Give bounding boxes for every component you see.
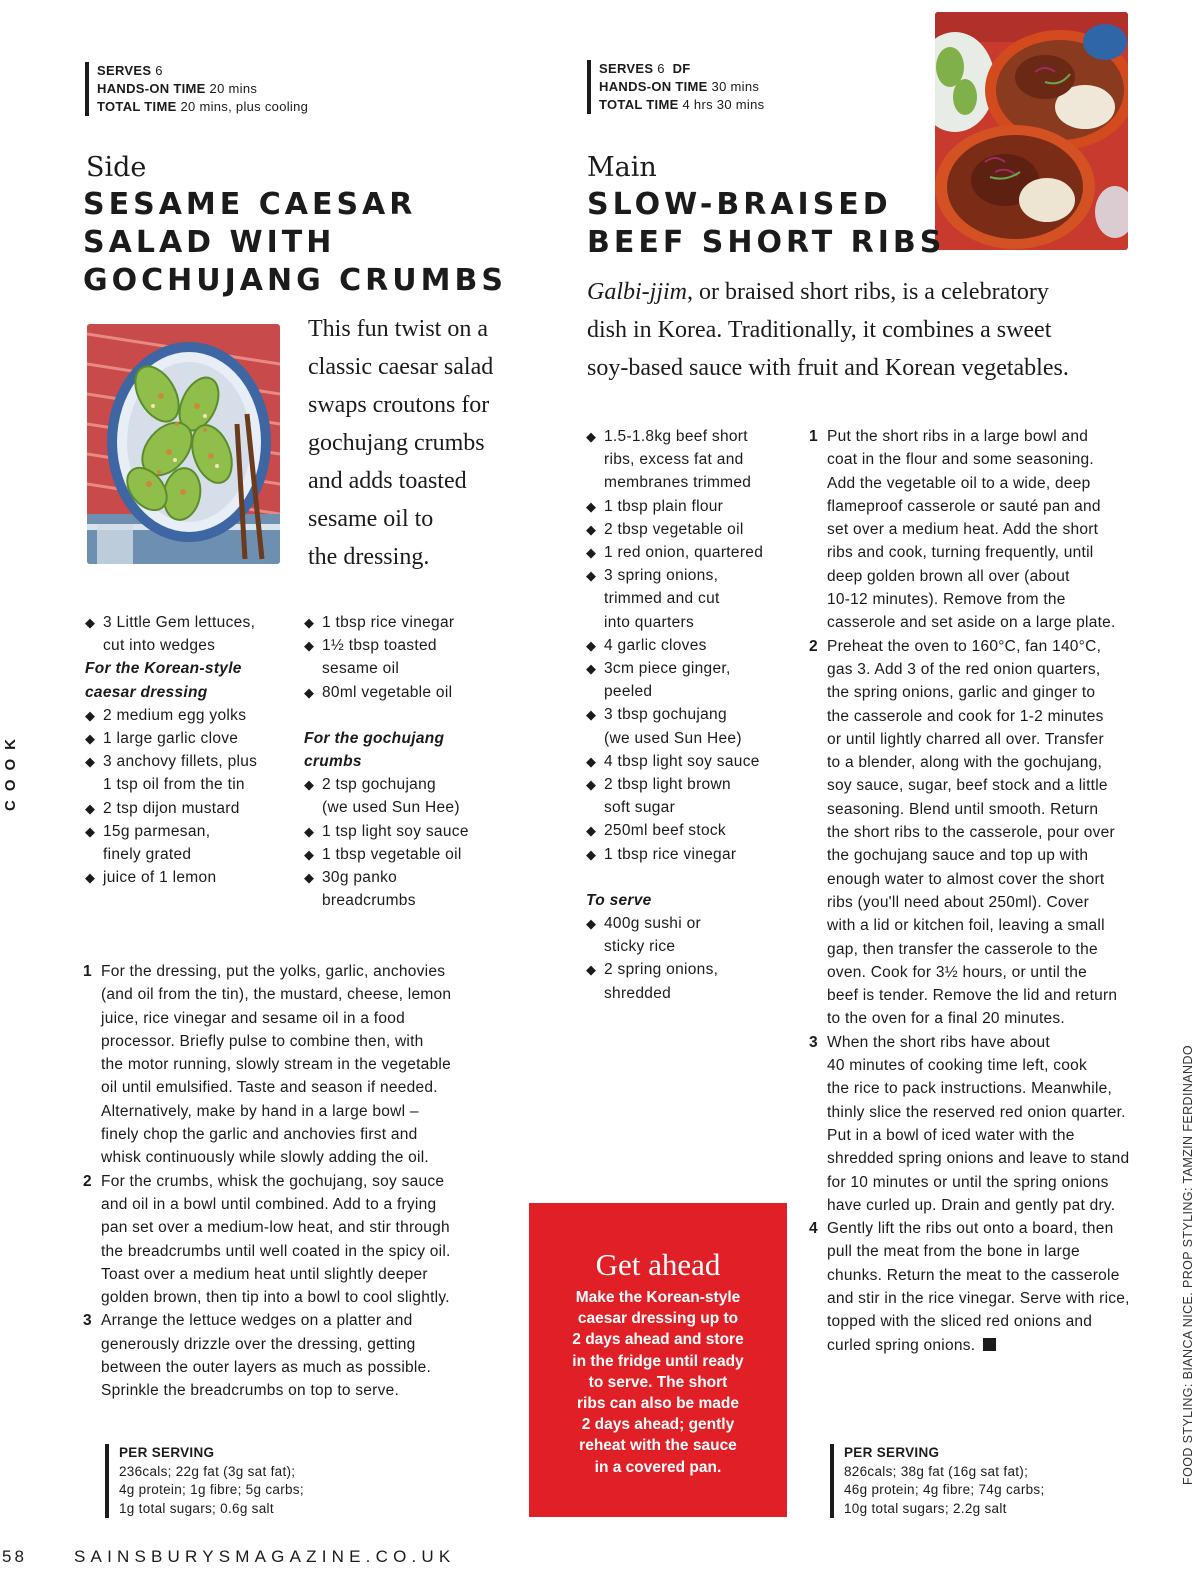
step-text-line: Arrange the lettuce wedges on a platter and <box>101 1312 413 1330</box>
side-intro-line: classic caesar salad <box>308 354 494 380</box>
method-step <box>83 960 523 1170</box>
get-ahead-line: Make the Korean-style <box>575 1289 741 1306</box>
nutrition-label: PER SERVING <box>119 1445 215 1460</box>
get-ahead-line: in the fridge until ready <box>572 1352 744 1370</box>
get-ahead-line: 2 days ahead and store <box>572 1331 744 1349</box>
step-number: 1 <box>83 963 92 980</box>
step-text-line: flameproof casserole or sauté pan and <box>827 497 1101 515</box>
main-intro-dish-name: Galbi-jjim <box>587 279 687 305</box>
ingredient-item: ◆ 250ml beef stock <box>586 819 796 842</box>
main-intro <box>587 273 1147 387</box>
ingredient-item: ◆ 1.5-1.8kg beef short <box>586 425 796 448</box>
ingredient-item: ◆ 1 large garlic clove <box>85 727 295 750</box>
get-ahead-line: to serve. The short <box>588 1373 728 1391</box>
caesar-salad-photo <box>87 324 280 564</box>
hands-on-label: HANDS-ON TIME <box>599 79 708 94</box>
main-intro-line: , or braised short ribs, is a celebratory <box>687 279 1049 305</box>
step-text-line: set over a medium heat. Add the short <box>827 521 1099 539</box>
get-ahead-line: 2 days ahead; gently <box>581 1416 735 1434</box>
nutrition-line: 46g protein; 4g fibre; 74g carbs; <box>844 1482 1045 1497</box>
ingredient-continuation: trimmed and cut <box>604 590 720 608</box>
main-nutrition <box>830 1444 1045 1518</box>
step-number: 4 <box>809 1220 818 1238</box>
ingredient-item: ◆ 15g parmesan, <box>85 820 295 843</box>
step-text-line: ribs (you'll need about 250ml). Cover <box>827 893 1090 911</box>
step-text-line: ribs and cook, turning frequently, until <box>827 544 1094 562</box>
nutrition-line: 826cals; 38g fat (16g sat fat); <box>844 1463 1029 1479</box>
ingredient-subheading: caesar dressing <box>85 683 208 701</box>
side-intro-line: and adds toasted <box>308 468 467 494</box>
get-ahead-box <box>529 1203 787 1517</box>
step-text-line: or until lightly charred all over. Transfer <box>827 730 1104 748</box>
step-text-line: pan set over a medium-low heat, and stir through <box>101 1219 450 1237</box>
ingredient-item: ◆ 1 tsp light soy sauce <box>304 820 514 843</box>
step-text-line: and stir in the rice vinegar. Serve with rice, <box>827 1289 1130 1307</box>
step-text-line: topped with the sliced red onions and <box>827 1313 1093 1331</box>
step-text-line: golden brown, then tip into a bowl to cool slightly. <box>101 1289 450 1307</box>
get-ahead-line: caesar dressing up to <box>577 1310 739 1328</box>
step-text-line: For the dressing, put the yolks, garlic, anchovies <box>101 963 446 980</box>
ingredient-item: ◆ juice of 1 lemon <box>85 866 295 889</box>
main-recipe-info <box>587 60 764 114</box>
step-text-line: to the oven for a final 20 minutes. <box>827 1010 1065 1028</box>
nutrition-line: 236cals; 22g fat (3g sat fat); <box>119 1463 296 1479</box>
step-text-line: the spring onions, garlic and ginger to <box>827 684 1096 702</box>
ingredient-item: ◆ 3cm piece ginger, <box>586 657 796 680</box>
ingredient-continuation: shredded <box>604 984 672 1002</box>
step-number: 2 <box>809 637 818 655</box>
short-ribs-photo <box>935 12 1128 250</box>
step-text-line: whisk continuously while slowly adding the oil. <box>101 1149 429 1167</box>
side-title-line: GOCHUJANG CRUMBS <box>83 263 507 298</box>
step-text-line: 40 minutes of cooking time left, cook <box>827 1057 1087 1075</box>
step-text-line: chunks. Return the meat to the casserole <box>827 1266 1120 1284</box>
step-text-line: Put in a bowl of iced water with the <box>827 1126 1075 1144</box>
step-text-line: the rice to pack instructions. Meanwhile, <box>827 1080 1113 1098</box>
page-number: 58 <box>2 1547 27 1566</box>
step-text-line: finely chop the garlic and anchovies first and <box>101 1126 418 1144</box>
side-intro-line: the dressing. <box>308 544 430 570</box>
ingredient-continuation: sticky rice <box>604 938 676 956</box>
ingredient-continuation: membranes trimmed <box>604 474 752 492</box>
step-text-line: generously drizzle over the dressing, getting <box>101 1335 416 1353</box>
ingredient-item: ◆ 3 tbsp gochujang <box>586 703 796 726</box>
ingredient-continuation: (we used Sun Hee) <box>322 799 460 817</box>
ingredient-spacer <box>304 704 514 727</box>
ingredient-item: ◆ 1 tbsp vegetable oil <box>304 843 514 866</box>
step-text-line: the casserole and cook for 1-2 minutes <box>827 707 1104 725</box>
step-text-line: When the short ribs have about <box>827 1033 1050 1051</box>
step-text-line: deep golden brown all over (about <box>827 567 1070 585</box>
step-text-line: between the outer layers as much as possible. <box>101 1359 432 1377</box>
total-time-value: 4 hrs 30 mins <box>682 97 765 112</box>
step-text-line: curled spring onions. <box>827 1334 1174 1357</box>
step-text-line: juice, rice vinegar and sesame oil in a food <box>101 1009 405 1027</box>
ingredient-subheading: To serve <box>586 891 652 909</box>
ingredient-item: ◆ 2 tbsp vegetable oil <box>586 518 796 541</box>
step-text-line: Put the short ribs in a large bowl and <box>827 428 1089 445</box>
step-number: 1 <box>809 428 818 445</box>
step-text-line: shredded spring onions and leave to stand <box>827 1150 1130 1168</box>
ingredient-item: ◆ 80ml vegetable oil <box>304 681 514 704</box>
side-intro <box>308 310 538 576</box>
nutrition-line: 10g total sugars; 2.2g salt <box>844 1500 1007 1516</box>
ingredient-continuation: peeled <box>604 683 653 701</box>
step-number: 3 <box>83 1312 92 1330</box>
ingredient-spacer <box>586 866 796 889</box>
ingredient-item: ◆ 400g sushi or <box>586 912 796 935</box>
step-text-line: enough water to almost cover the short <box>827 870 1105 888</box>
side-intro-line: sesame oil to <box>308 506 434 532</box>
main-method <box>809 425 1174 1357</box>
serves-value: 6 <box>155 63 163 78</box>
ingredient-item: ◆ 1 tbsp rice vinegar <box>586 843 796 866</box>
step-text-line: the motor running, slowly stream in the vegetable <box>101 1056 451 1074</box>
step-text-line: casserole and set aside on a large plate. <box>827 614 1116 632</box>
method-step <box>809 1217 1174 1357</box>
side-nutrition <box>105 1444 304 1518</box>
get-ahead-heading: Get ahead <box>595 1247 721 1282</box>
dairy-free-badge: DF <box>672 61 691 76</box>
step-text-line: Toast over a medium heat until slightly deeper <box>101 1265 428 1283</box>
step-text-line: coat in the flour and some seasoning. <box>827 451 1094 469</box>
step-text-line: For the crumbs, whisk the gochujang, soy sauce <box>101 1172 445 1190</box>
nutrition-line: 1g total sugars; 0.6g salt <box>119 1500 274 1516</box>
ingredient-continuation: into quarters <box>604 613 695 631</box>
hands-on-label: HANDS-ON TIME <box>97 81 206 96</box>
serves-label: SERVES <box>97 63 152 78</box>
ingredient-item: ◆ 2 tsp dijon mustard <box>85 797 295 820</box>
step-text-line: oil until emulsified. Taste and season if needed. <box>101 1079 438 1097</box>
step-text-line: (and oil from the tin), the mustard, cheese, lemon <box>101 986 452 1004</box>
ingredient-item: ◆ 3 anchovy fillets, plus <box>85 750 295 773</box>
ingredient-item: ◆ 3 spring onions, <box>586 564 796 587</box>
ingredient-item: ◆ 3 Little Gem lettuces, <box>85 611 295 634</box>
ingredient-item: ◆ 4 tbsp light soy sauce <box>586 750 796 773</box>
ingredient-item: ◆ 2 spring onions, <box>586 958 796 981</box>
main-title-line: SLOW-BRAISED <box>587 187 892 222</box>
step-number: 2 <box>83 1172 92 1190</box>
step-text-line: gap, then transfer the casserole to the <box>827 940 1098 958</box>
hands-on-value: 20 mins <box>209 81 258 96</box>
short-ribs-illustration <box>935 12 1128 250</box>
get-ahead-line: reheat with the sauce <box>579 1437 737 1455</box>
ingredient-item: ◆ 1 tbsp plain flour <box>586 495 796 518</box>
method-step <box>83 1170 523 1310</box>
main-title <box>587 186 945 262</box>
method-step <box>809 425 1174 635</box>
side-category: Side <box>86 152 147 183</box>
ingredient-subheading: crumbs <box>304 753 362 771</box>
step-text-line: Preheat the oven to 160°C, fan 140°C, <box>827 637 1102 655</box>
nutrition-line: 4g protein; 1g fibre; 5g carbs; <box>119 1482 304 1497</box>
step-text-line: thinly slice the reserved red onion quarter. <box>827 1103 1126 1121</box>
side-ingredients-col1 <box>85 611 295 889</box>
step-text-line: have curled up. Drain and gently pat dry. <box>827 1196 1116 1214</box>
step-text-line: 10-12 minutes). Remove from the <box>827 591 1066 609</box>
step-text-line: Alternatively, make by hand in a large bowl – <box>101 1102 419 1120</box>
magazine-website: SAINSBURYSMAGAZINE.CO.UK <box>74 1547 456 1566</box>
ingredient-subheading: For the Korean-style <box>85 660 242 678</box>
get-ahead-line: in a covered pan. <box>594 1458 722 1476</box>
step-text-line: with a lid or kitchen foil, leaving a small <box>827 917 1105 935</box>
main-intro-line: dish in Korea. Traditionally, it combines a sweet <box>587 317 1052 343</box>
side-intro-line: This fun twist on a <box>308 316 488 342</box>
ingredient-item: ◆ 2 medium egg yolks <box>85 704 295 727</box>
step-text-line: the gochujang sauce and top up with <box>827 847 1089 865</box>
step-text-line: oven. Cook for 3½ hours, or until the <box>827 963 1087 981</box>
ingredient-subheading: For the gochujang <box>304 729 445 747</box>
ingredient-item: ◆ 4 garlic cloves <box>586 634 796 657</box>
ingredient-item: ◆ 2 tbsp light brown <box>586 773 796 796</box>
nutrition-label: PER SERVING <box>844 1445 940 1460</box>
main-ingredients <box>586 425 796 1005</box>
step-number: 3 <box>809 1033 818 1051</box>
ingredient-continuation: cut into wedges <box>103 637 216 655</box>
ingredient-item: ◆ 1½ tbsp toasted <box>304 634 514 657</box>
total-time-label: TOTAL TIME <box>599 97 679 112</box>
step-text-line: Gently lift the ribs out onto a board, then <box>827 1220 1114 1238</box>
get-ahead-line: ribs can also be made <box>577 1395 739 1413</box>
ingredient-continuation: sesame oil <box>322 660 400 678</box>
method-step <box>809 635 1174 1031</box>
side-intro-line: gochujang crumbs <box>308 430 485 456</box>
total-time-label: TOTAL TIME <box>97 99 177 114</box>
photo-credits: FOOD STYLING: BIANCA NICE. PROP STYLING: TAMZIN FERDINANDO <box>1181 1045 1195 1485</box>
step-text-line: soy sauce, sugar, beef stock and a little <box>827 777 1108 795</box>
side-title-line: SESAME CAESAR <box>83 187 417 222</box>
ingredient-continuation: ribs, excess fat and <box>604 451 744 469</box>
ingredient-continuation: (we used Sun Hee) <box>604 729 742 747</box>
side-recipe-info <box>85 62 308 116</box>
serves-value: 6 <box>657 61 665 76</box>
ingredient-item: ◆ 1 tbsp rice vinegar <box>304 611 514 634</box>
step-text-line: Add the vegetable oil to a wide, deep <box>827 474 1091 492</box>
step-text-line: beef is tender. Remove the lid and return <box>827 987 1118 1005</box>
ingredient-item: ◆ 1 red onion, quartered <box>586 541 796 564</box>
step-text-line: and oil in a bowl until combined. Add to a frying <box>101 1195 437 1213</box>
step-text-line: for 10 minutes or until the spring onions <box>827 1173 1109 1191</box>
step-text-line: the short ribs to the casserole, pour over <box>827 824 1115 842</box>
salad-illustration <box>87 324 280 564</box>
method-step <box>83 1309 523 1402</box>
section-label: COOK <box>2 730 19 811</box>
side-ingredients-col2 <box>304 611 514 912</box>
ingredient-continuation: soft sugar <box>604 799 676 817</box>
ingredient-continuation: breadcrumbs <box>322 892 416 910</box>
method-step <box>809 1031 1174 1217</box>
hands-on-value: 30 mins <box>711 79 760 94</box>
side-title <box>83 186 507 300</box>
ingredient-item: ◆ 30g panko <box>304 866 514 889</box>
side-title-line: SALAD WITH <box>83 225 336 260</box>
main-title-line: BEEF SHORT RIBS <box>587 225 946 260</box>
total-time-value: 20 mins, plus cooling <box>180 99 309 114</box>
ingredient-item: ◆ 2 tsp gochujang <box>304 773 514 796</box>
main-category: Main <box>587 152 657 183</box>
step-text-line: pull the meat from the bone in large <box>827 1243 1080 1261</box>
ingredient-continuation: finely grated <box>103 846 192 864</box>
side-method <box>83 960 523 1403</box>
step-text-line: the breadcrumbs until well coated in the spicy oil. <box>101 1242 451 1260</box>
serves-label: SERVES <box>599 61 654 76</box>
step-text-line: processor. Briefly pulse to combine then, with <box>101 1032 424 1050</box>
step-text-line: to a blender, along with the gochujang, <box>827 754 1103 772</box>
side-intro-line: swaps croutons for <box>308 392 490 418</box>
step-text-line: Sprinkle the breadcrumbs on top to serve. <box>101 1382 400 1400</box>
ingredient-continuation: 1 tsp oil from the tin <box>103 776 245 794</box>
step-text-line: gas 3. Add 3 of the red onion quarters, <box>827 660 1101 678</box>
step-text-line: seasoning. Blend until smooth. Return <box>827 800 1099 818</box>
end-marker-icon <box>983 1338 996 1351</box>
get-ahead-text <box>529 1283 787 1478</box>
main-intro-line: soy-based sauce with fruit and Korean vegetables. <box>587 355 1069 381</box>
